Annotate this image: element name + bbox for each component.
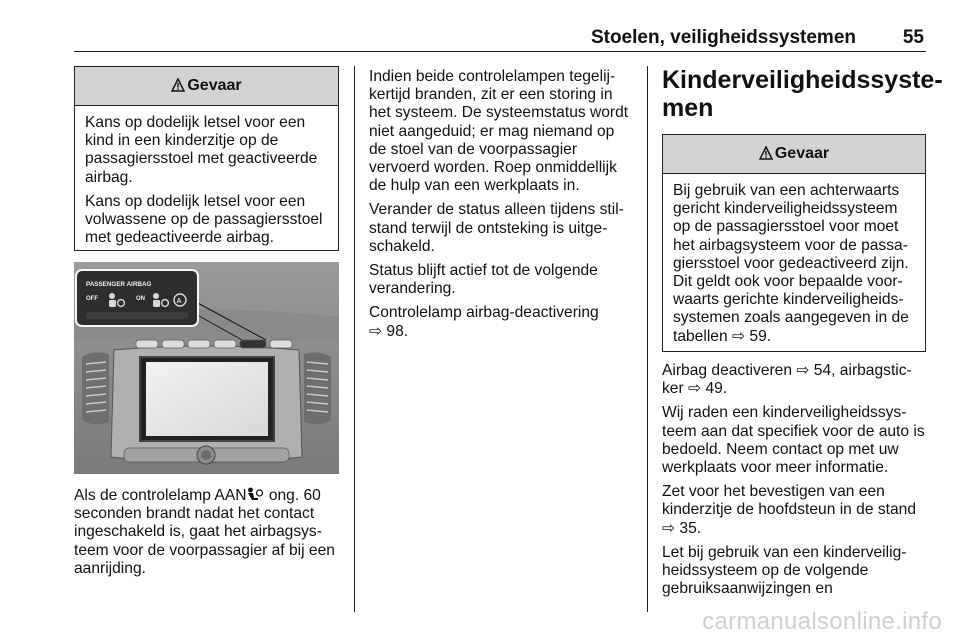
inset-label-on: ON (136, 296, 145, 302)
col3-paragraph-2: Wij raden een kinderveiligheidssysteem aan dat specifiek voor de auto is bedoeld. Neem contact op met uw werkplaats voor meer informatie. (662, 404, 925, 477)
column-1 (74, 66, 339, 251)
inset-label-off: OFF (86, 296, 98, 302)
warning-header-2 (663, 135, 925, 174)
section-title: Kinderveiligheidssystemen (662, 66, 943, 122)
ref-arrow-icon: ⇨ (731, 327, 746, 345)
p1-text: Airbag deactiveren (662, 362, 793, 379)
svg-text:A: A (176, 298, 182, 305)
dashboard-illustration (74, 262, 339, 474)
header-title: Stoelen, veiligheidssystemen (590, 27, 856, 48)
col2-paragraph-3: Status blijft actief tot de volgende verandering. (369, 262, 598, 298)
column-3 (662, 66, 943, 604)
warning-paragraph-1: Kans op dodelijk letsel voor een kind in een kinderzitje op de passagiersstoel met geactiveerde airbag. (85, 114, 318, 186)
ref-arrow-icon: ⇨ (662, 519, 676, 537)
warning-ref-page[interactable]: 59. (749, 327, 772, 345)
warning-heading: Gevaar (187, 77, 242, 94)
warning-text-2: Bij gebruik van een achterwaarts gericht kinderveiligheidssysteem op de passagiersstoel voor moet het airbagsysteem voor de passagiersstoel voor gedeactiveerd zijn. Dit geldt ook voor bepaalde voorwaarts gerichte kinderveiligheidssystemen zoals aangegeven in de tabellen (673, 182, 909, 345)
header-rule (74, 51, 926, 52)
ref-arrow-icon: ⇨ (688, 380, 702, 398)
p3-text: Zet voor het bevestigen van een kinderzitje de hoofdsteun in de stand (662, 483, 917, 519)
reference-text: Controlelamp airbag-deactivering (369, 304, 599, 322)
col3-paragraph-3 (662, 483, 926, 538)
column-divider-2 (647, 66, 648, 612)
reference-page[interactable]: 98. (386, 322, 409, 340)
page-header (74, 22, 926, 52)
col3-paragraph-1 (662, 362, 926, 398)
photo-caption (74, 487, 341, 578)
column-divider-1 (354, 66, 355, 612)
warning-box (74, 66, 339, 251)
warning-paragraph-2: Kans op dodelijk letsel voor een volwassene op de passagiersstoel met gedeactiveerde airbag. (85, 192, 323, 247)
inset-label-passenger-airbag: PASSENGER AIRBAG (86, 281, 152, 288)
warning-header (75, 67, 338, 106)
ref-arrow-icon: ⇨ (369, 322, 383, 340)
ref-arrow-icon: ⇨ (796, 362, 810, 379)
caption-text-before-icon: Als de controlelamp AAN (74, 487, 247, 504)
warning-heading-2: Gevaar (774, 145, 830, 162)
p1-ref-2[interactable]: 49. (705, 380, 728, 398)
col2-reference (369, 304, 633, 340)
caption-text-after-icon: ong. 60 seconden brandt nadat het contact ingeschakeld is, gaat het airbagsysteem voor de voorpassagier af bij een aanrijding. (74, 487, 335, 577)
warning-triangle-icon (171, 78, 185, 92)
watermark: carmanualsonline.info (702, 608, 942, 635)
p1-ref-1[interactable]: 54, airbagsticker (662, 362, 912, 398)
col3-paragraph-4: Let bij gebruik van een kinderveiligheidssysteem op de volgende gebruiksaanwijzingen en (662, 543, 907, 598)
col2-paragraph-2: Verander de status alleen tijdens stilstand terwijl de ontsteking is uitgeschakeld. (369, 201, 624, 255)
col2-paragraph-1: Indien beide controlelampen tegelijkertijd branden, zit er een storing in het systeem. De systeemstatus wordt niet aangeduid; er mag niemand op de stoel van de voorpassagier vervoerd worden. Roep onmiddellijk de hulp van een werkplaats in. (369, 68, 629, 195)
column-2 (369, 68, 633, 347)
airbag-on-icon (246, 487, 264, 502)
p3-ref[interactable]: 35. (679, 519, 702, 537)
warning-box-2 (662, 134, 926, 352)
warning-triangle-icon (759, 146, 773, 160)
page-number: 55 (902, 27, 924, 48)
dashboard-photo (74, 262, 339, 474)
